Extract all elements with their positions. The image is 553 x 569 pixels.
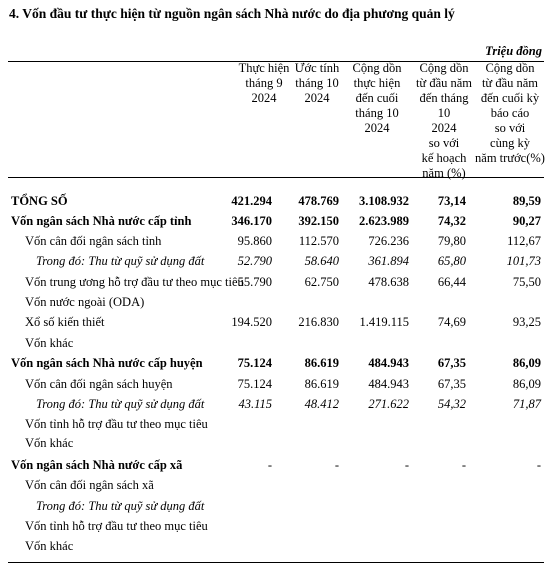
header-line: 2024: [364, 121, 390, 135]
header-line: kế hoạch: [421, 151, 467, 165]
cell-value: 194.520: [231, 315, 272, 329]
cell-value: -: [334, 458, 339, 472]
header-line: năm (%): [422, 166, 466, 180]
table-row: [0, 312, 553, 332]
cell-value: -: [536, 458, 541, 472]
row-label: Vốn tỉnh hỗ trợ đầu tư theo mục tiêu: [25, 519, 208, 533]
cell-value: 484.943: [368, 377, 409, 391]
table-row: [0, 374, 553, 394]
cell-value: 71,87: [512, 397, 541, 411]
unit-label: Triệu đồng: [485, 44, 542, 58]
cell-value: 75,50: [512, 275, 541, 289]
cell-value: 48.412: [304, 397, 339, 411]
header-line: Cộng dồn: [419, 61, 469, 75]
cell-value: 392.150: [298, 214, 339, 228]
cell-value: 65,80: [437, 254, 466, 268]
header-line: đến tháng 10: [419, 91, 469, 120]
table-row: [0, 211, 553, 231]
header-line: Cộng dồn: [485, 61, 535, 75]
table-row-total: [0, 191, 553, 211]
header-line: đến cuối: [355, 91, 399, 105]
cell-value: 66,44: [437, 275, 466, 289]
header-line: Cộng dồn: [352, 61, 402, 75]
row-label: Vốn cân đối ngân sách xã: [25, 478, 154, 492]
table-title: 4. Vốn đầu tư thực hiện từ nguồn ngân sách Nhà nước do địa phương quản lý: [9, 6, 455, 21]
table-row: [0, 292, 553, 312]
cell-value: 2.623.989: [359, 214, 409, 228]
table-row: [0, 536, 553, 556]
column-header-1: [236, 61, 292, 106]
row-label: Vốn ngân sách Nhà nước cấp xã: [11, 458, 183, 472]
header-line: tháng 10: [295, 76, 339, 90]
cell-value: 112.570: [298, 234, 339, 248]
table-row: [0, 516, 553, 536]
cell-value: 79,80: [437, 234, 466, 248]
header-line: so với: [428, 136, 460, 150]
cell-value: 726.236: [368, 234, 409, 248]
header-line: 2024: [431, 121, 457, 135]
row-label: Vốn khác: [25, 336, 74, 350]
row-label: Vốn ngân sách Nhà nước cấp huyện: [11, 356, 203, 370]
row-label: Trong đó: Thu từ quỹ sử dụng đất: [36, 499, 205, 513]
row-label: Trong đó: Thu từ quỹ sử dụng đất: [36, 254, 205, 268]
cell-value: 67,35: [437, 356, 466, 370]
cell-value: 43.115: [238, 397, 272, 411]
header-line: 2024: [304, 91, 330, 105]
cell-value: 93,25: [512, 315, 541, 329]
cell-value: 67,35: [437, 377, 466, 391]
cell-value: 86.619: [304, 377, 339, 391]
row-label: Vốn nước ngoài (ODA): [25, 295, 145, 309]
header-line: năm trước(%): [475, 151, 545, 165]
cell-value: 90,27: [512, 214, 541, 228]
row-label: Vốn cân đối ngân sách tỉnh: [25, 234, 162, 248]
cell-value: 75.124: [237, 377, 272, 391]
cell-value: -: [404, 458, 409, 472]
header-line: thực hiện: [353, 76, 401, 90]
table-row: [0, 272, 553, 292]
header-line: 2024: [251, 91, 277, 105]
cell-value: 58.640: [304, 254, 339, 268]
cell-value: 73,14: [437, 194, 466, 208]
cell-value: 62.750: [304, 275, 339, 289]
cell-value: -: [267, 458, 272, 472]
bottom-rule: [8, 562, 544, 563]
table-row: [0, 433, 553, 453]
cell-value: 484.943: [368, 356, 409, 370]
cell-value: 271.622: [368, 397, 409, 411]
header-line: Ước tính: [294, 61, 340, 75]
table-row: [0, 475, 553, 495]
cell-value: 86.619: [304, 356, 339, 370]
table-row: [0, 414, 553, 434]
column-header-2: [289, 61, 345, 106]
header-line: tháng 10: [355, 106, 399, 120]
cell-value: 54,32: [437, 397, 466, 411]
cell-value: 112,67: [507, 234, 541, 248]
table-row: [0, 353, 553, 373]
table-row: [0, 496, 553, 516]
cell-value: 478.638: [368, 275, 409, 289]
row-label: TỔNG SỐ: [11, 194, 68, 208]
header-line: so với: [494, 121, 526, 135]
cell-value: 216.830: [298, 315, 339, 329]
column-header-4: [412, 61, 476, 181]
cell-value: 95.860: [237, 234, 272, 248]
cell-value: 101,73: [506, 254, 541, 268]
header-line: cùng kỳ: [490, 136, 530, 150]
cell-value: 86,09: [512, 377, 541, 391]
table-row: [0, 333, 553, 353]
table-row: [0, 251, 553, 271]
header-line: từ đầu năm: [481, 76, 539, 90]
cell-value: 86,09: [512, 356, 541, 370]
cell-value: -: [461, 458, 466, 472]
column-header-5: [472, 61, 548, 166]
header-line: tháng 9: [245, 76, 283, 90]
row-label: Vốn khác: [25, 539, 74, 553]
row-label: Vốn cân đối ngân sách huyện: [25, 377, 173, 391]
cell-value: 361.894: [368, 254, 409, 268]
cell-value: 1.419.115: [359, 315, 409, 329]
cell-value: 478.769: [298, 194, 339, 208]
cell-value: 89,59: [512, 194, 541, 208]
header-line: đến cuối kỳ: [480, 91, 540, 105]
row-label: Xổ số kiến thiết: [25, 315, 105, 329]
cell-value: 421.294: [231, 194, 272, 208]
cell-value: 55.790: [237, 275, 272, 289]
row-label: Trong đó: Thu từ quỹ sử dụng đất: [36, 397, 205, 411]
cell-value: 74,69: [437, 315, 466, 329]
header-line: báo cáo: [490, 106, 530, 120]
header-line: Thực hiện: [238, 61, 290, 75]
row-label: Vốn trung ương hỗ trợ đầu tư theo mục tiêu: [25, 275, 244, 289]
row-label: Vốn tỉnh hỗ trợ đầu tư theo mục tiêu: [25, 417, 208, 431]
cell-value: 52.790: [237, 254, 272, 268]
header-line: từ đầu năm: [415, 76, 473, 90]
row-label: Vốn khác: [25, 436, 74, 450]
table-row: [0, 394, 553, 414]
table-row: [0, 231, 553, 251]
row-label: Vốn ngân sách Nhà nước cấp tỉnh: [11, 214, 192, 228]
column-header-3: [346, 61, 408, 136]
cell-value: 3.108.932: [359, 194, 409, 208]
table-row: [0, 455, 553, 475]
cell-value: 346.170: [231, 214, 272, 228]
cell-value: 75.124: [237, 356, 272, 370]
cell-value: 74,32: [437, 214, 466, 228]
